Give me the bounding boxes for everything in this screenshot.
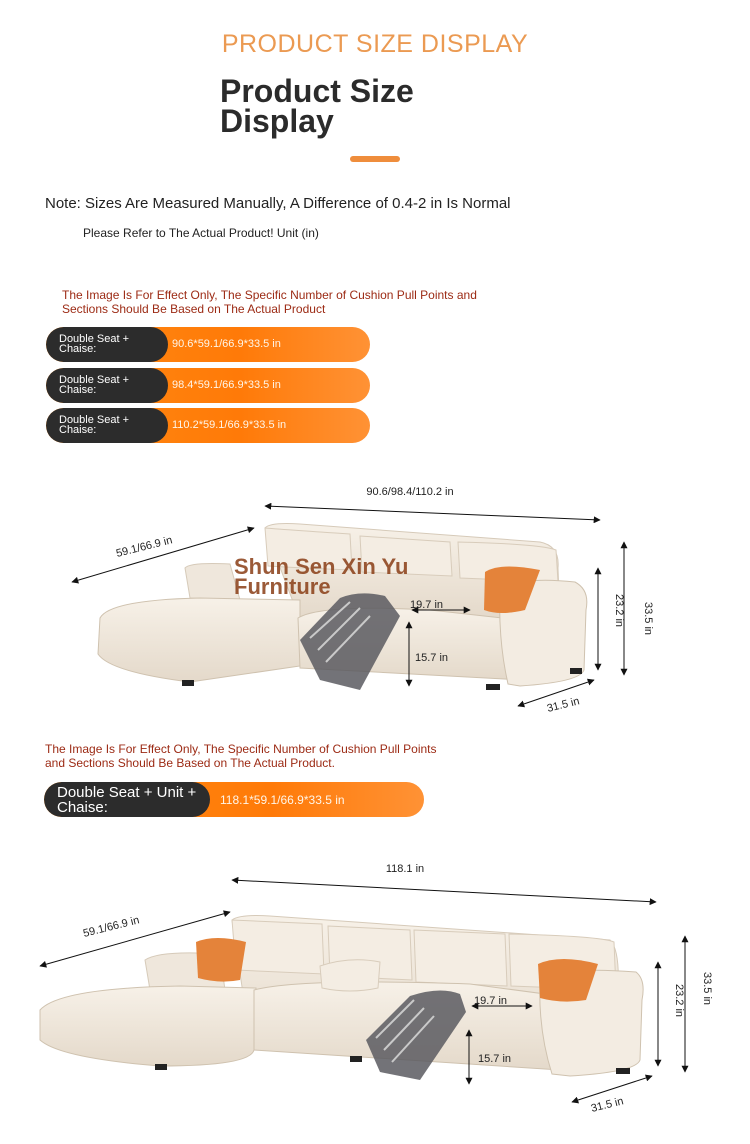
size-option-label-bg <box>46 408 168 443</box>
watermark-line-1: Shun Sen Xin Yu <box>234 554 409 579</box>
size-option-4 <box>44 782 424 817</box>
size-option-label: Double Seat + Chaise: <box>59 414 130 436</box>
width-dimension-label: 118.1 in <box>385 863 425 875</box>
size-option-label: Double Seat + Chaise: <box>59 374 130 396</box>
size-option-label-bg <box>44 782 210 817</box>
size-option-label: Double Seat + Chaise: <box>59 333 130 355</box>
title-line-2: Display <box>220 103 334 139</box>
arm-height-dimension-label: 23.2 in <box>673 984 685 1018</box>
arm-depth-dimension-label: 31.5 in <box>545 695 581 715</box>
depth-dimension-label: 59.1/66.9 in <box>81 914 141 940</box>
size-option-value: 98.4*59.1/66.9*33.5 in <box>172 379 281 391</box>
height-dimension-label: 33.5 in <box>642 602 654 636</box>
seat-depth-dimension-label: 19.7 in <box>410 599 444 611</box>
width-dimension-line <box>232 880 656 902</box>
width-dimension-label: 90.6/98.4/110.2 in <box>366 486 454 498</box>
size-option-label-bg <box>46 368 168 403</box>
page-title <box>220 73 414 139</box>
watermark-line-2: Furniture <box>234 574 331 599</box>
disclaimer-1: The Image Is For Effect Only, The Specific Number of Cushion Pull Points and Sections Should Be Based on The Actual Product <box>62 288 477 316</box>
title-underline <box>350 156 400 162</box>
seat-depth-dimension-label: 19.7 in <box>474 995 508 1007</box>
size-option-3 <box>46 408 370 443</box>
size-option-value: 118.1*59.1/66.9*33.5 in <box>220 793 345 807</box>
size-option-value: 90.6*59.1/66.9*33.5 in <box>172 338 281 350</box>
disclaimer-2: The Image Is For Effect Only, The Specific Number of Cushion Pull Points and Sections Should Be Based on The Actual Product. <box>45 742 437 770</box>
seat-height-dimension-label: 15.7 in <box>478 1053 512 1065</box>
size-option-1 <box>46 327 370 362</box>
banner-heading: PRODUCT SIZE DISPLAY <box>221 30 529 58</box>
arm-depth-dimension-label: 31.5 in <box>589 1095 625 1115</box>
sofa-image <box>98 524 587 691</box>
depth-dimension-label: 59.1/66.9 in <box>114 534 174 560</box>
height-dimension-label: 33.5 in <box>701 972 713 1006</box>
size-option-label: Double Seat + Unit + Chaise: <box>57 784 197 816</box>
measure-note: Note: Sizes Are Measured Manually, A Difference of 0.4-2 in Is Normal <box>45 195 511 212</box>
arm-height-dimension-label: 23.2 in <box>613 594 625 628</box>
sofa-diagram-1 <box>0 470 750 720</box>
sofa-diagram-2 <box>0 850 750 1130</box>
size-option-2 <box>46 368 370 403</box>
size-option-label-bg <box>46 327 168 362</box>
width-dimension-line <box>265 506 600 520</box>
refer-note: Please Refer to The Actual Product! Unit (in) <box>83 226 319 240</box>
size-option-value: 110.2*59.1/66.9*33.5 in <box>172 419 287 431</box>
seat-height-dimension-label: 15.7 in <box>415 652 449 664</box>
title-line-1: Product Size <box>220 73 414 109</box>
